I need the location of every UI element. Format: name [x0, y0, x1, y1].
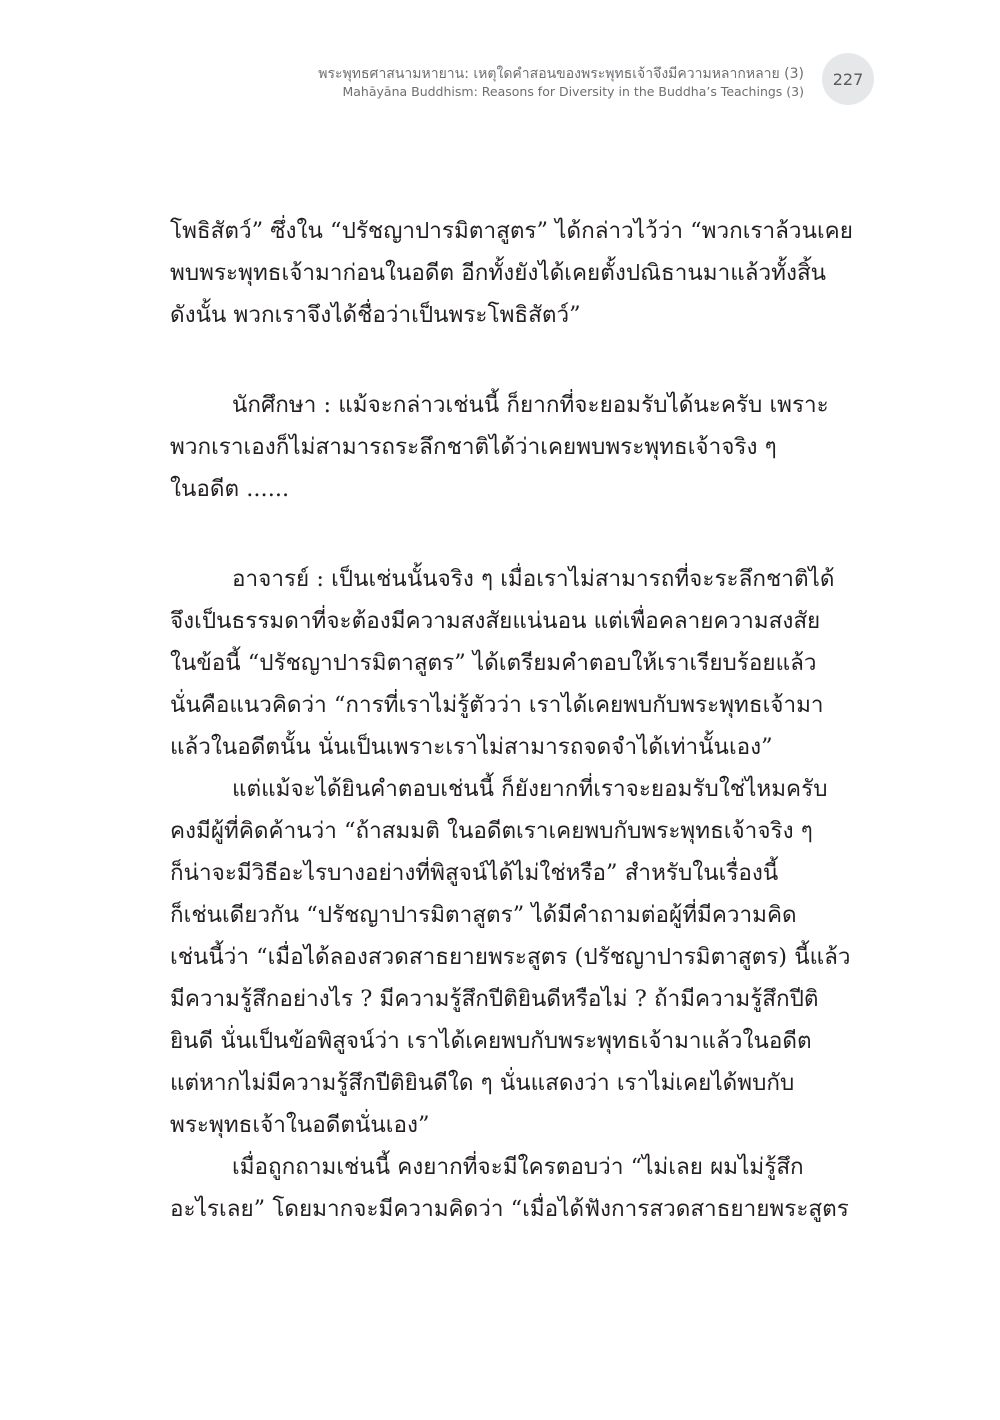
text-line: แต่แม้จะได้ยินคำตอบเช่นนี้ ก็ยังยากที่เราจะยอมรับใช่ไหมครับ — [232, 776, 828, 802]
text-line: อะไรเลย” โดยมากจะมีความคิดว่า “เมื่อได้ฟังการสวดสาธยายพระสูตร — [170, 1196, 849, 1222]
text-line: แต่หากไม่มีความรู้สึกปีติยินดีใด ๆ นั่นแสดงว่า เราไม่เคยได้พบกับ — [170, 1070, 795, 1096]
text-line: จึงเป็นธรรมดาที่จะต้องมีความสงสัยแน่นอน แต่เพื่อคลายความสงสัย — [170, 608, 821, 634]
text-line: ก็น่าจะมีวิธีอะไรบางอย่างที่พิสูจน์ได้ไม่ใช่หรือ” สำหรับในเรื่องนี้ — [170, 860, 779, 886]
text-line: ยินดี นั่นเป็นข้อพิสูจน์ว่า เราได้เคยพบกับพระพุทธเจ้ามาแล้วในอดีต — [170, 1028, 812, 1054]
paragraph — [170, 1146, 862, 1230]
text-line: เช่นนี้ว่า “เมื่อได้ลองสวดสาธยายพระสูตร (ปรัชญาปารมิตาสูตร) นี้แล้ว — [170, 944, 851, 970]
text-line: ก็เช่นเดียวกัน “ปรัชญาปารมิตาสูตร” ได้มีคำถามต่อผู้ที่มีความคิด — [170, 902, 797, 928]
running-header-thai: พระพุทธศาสนามหายาน: เหตุใดคำสอนของพระพุทธเจ้าจึงมีความหลากหลาย (3) — [318, 66, 804, 82]
page-number-badge — [822, 53, 874, 105]
body-text — [170, 210, 862, 1230]
running-header-english: Mahāyāna Buddhism: Reasons for Diversity in the Buddha’s Teachings (3) — [342, 83, 804, 99]
text-line: มีความรู้สึกอย่างไร ? มีความรู้สึกปีติยินดีหรือไม่ ? ถ้ามีความรู้สึกปีติ — [170, 986, 819, 1012]
text-line: คงมีผู้ที่คิดค้านว่า “ถ้าสมมติ ในอดีตเราเคยพบกับพระพุทธเจ้าจริง ๆ — [170, 818, 813, 844]
text-line: ดังนั้น พวกเราจึงได้ชื่อว่าเป็นพระโพธิสัตว์” — [170, 302, 581, 328]
running-header — [164, 66, 804, 99]
paragraph-gap — [170, 336, 862, 384]
paragraph-gap — [170, 510, 862, 558]
paragraph — [170, 768, 862, 1146]
text-line: เมื่อถูกถามเช่นนี้ คงยากที่จะมีใครตอบว่า “ไม่เลย ผมไม่รู้สึก — [232, 1154, 804, 1180]
paragraph — [170, 384, 862, 510]
text-line: พวกเราเองก็ไม่สามารถระลึกชาติได้ว่าเคยพบพระพุทธเจ้าจริง ๆ — [170, 434, 777, 460]
text-line: แล้วในอดีตนั้น นั่นเป็นเพราะเราไม่สามารถจดจำได้เท่านั้นเอง” — [170, 734, 773, 760]
text-line: พบพระพุทธเจ้ามาก่อนในอดีต อีกทั้งยังได้เคยตั้งปณิธานมาแล้วทั้งสิ้น — [170, 260, 827, 286]
text-line: พระพุทธเจ้าในอดีตนั่นเอง” — [170, 1112, 430, 1138]
text-line: นั่นคือแนวคิดว่า “การที่เราไม่รู้ตัวว่า เราได้เคยพบกับพระพุทธเจ้ามา — [170, 692, 824, 718]
text-line: ในอดีต ...... — [170, 476, 290, 502]
paragraph — [170, 210, 862, 336]
text-line: อาจารย์ : เป็นเช่นนั้นจริง ๆ เมื่อเราไม่สามารถที่จะระลึกชาติได้ — [232, 566, 835, 592]
page-number: 227 — [832, 69, 864, 89]
text-line: ในข้อนี้ “ปรัชญาปารมิตาสูตร” ได้เตรียมคำตอบให้เราเรียบร้อยแล้ว — [170, 650, 817, 676]
text-line: นักศึกษา : แม้จะกล่าวเช่นนี้ ก็ยากที่จะยอมรับได้นะครับ เพราะ — [232, 392, 829, 418]
paragraph — [170, 558, 862, 768]
text-line: โพธิสัตว์” ซึ่งใน “ปรัชญาปารมิตาสูตร” ได้กล่าวไว้ว่า “พวกเราล้วนเคย — [170, 218, 853, 244]
